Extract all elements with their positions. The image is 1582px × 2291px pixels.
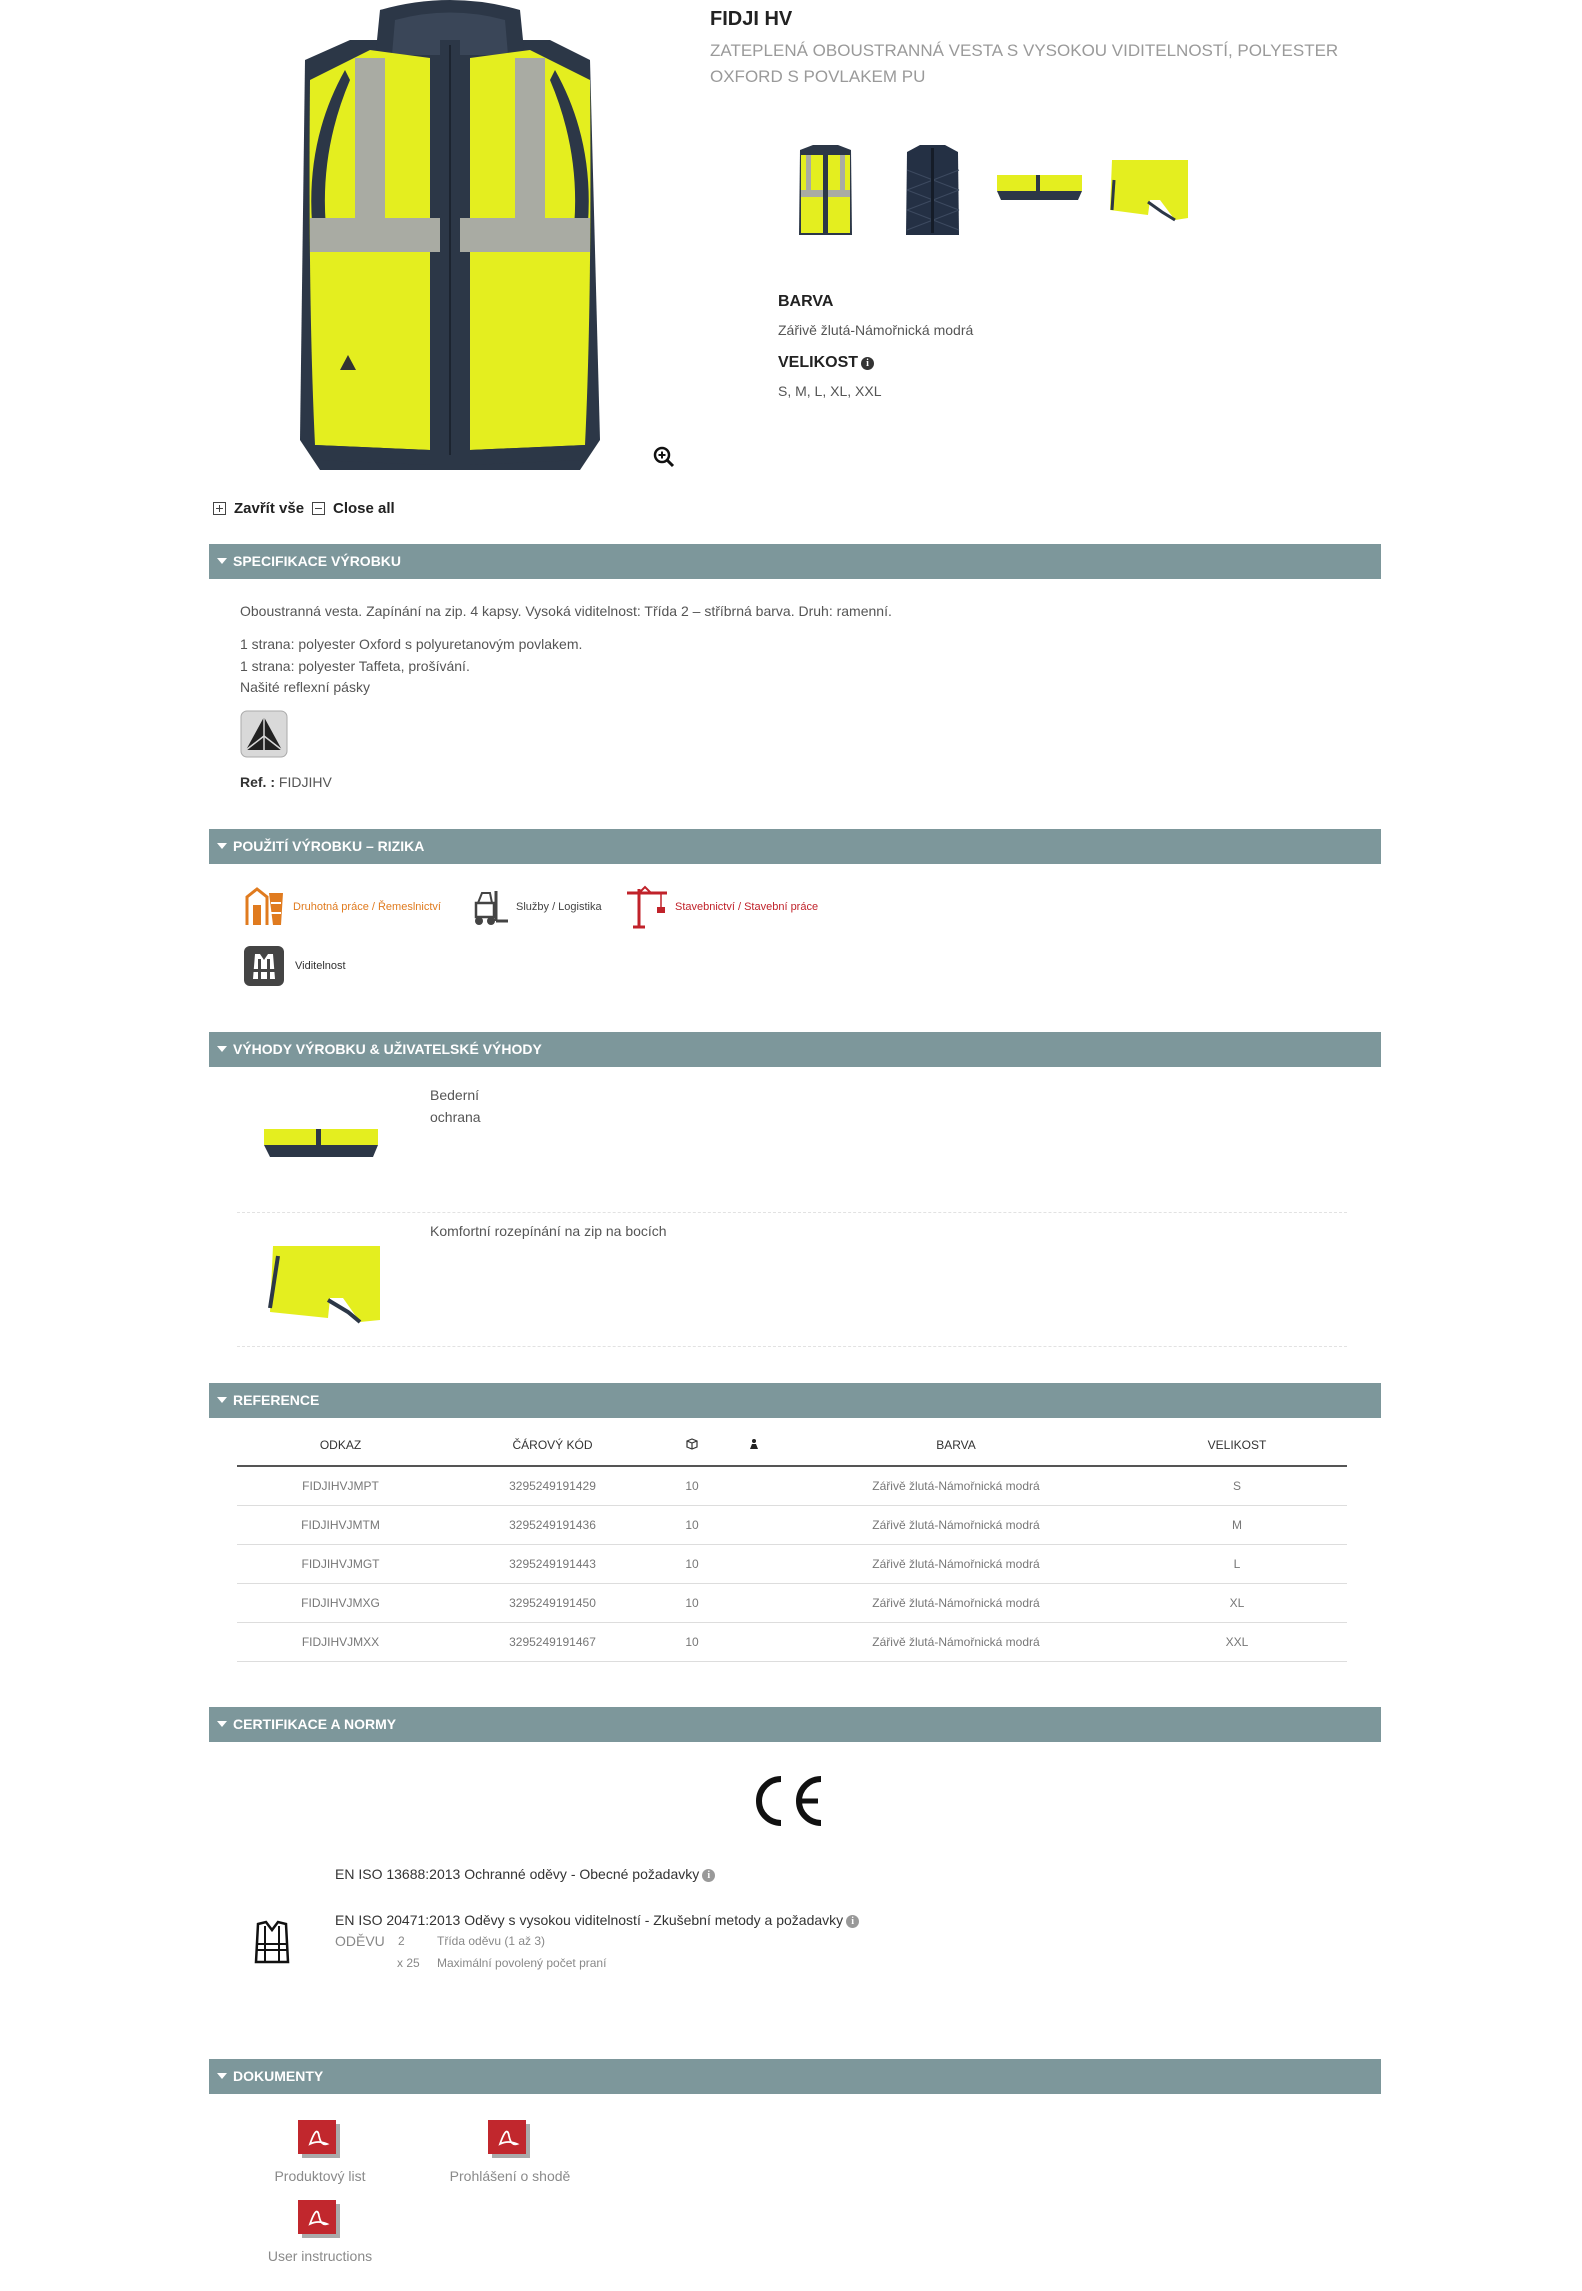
caret-down-icon (217, 1046, 227, 1052)
plus-box-icon (213, 502, 226, 515)
expand-all-label: Zavřít vše (234, 500, 305, 517)
risk-item-logistics (466, 885, 602, 929)
benefit-image-lumbar (258, 1105, 383, 1175)
col-header-color: BARVA (785, 1425, 1127, 1466)
person-icon (748, 1438, 760, 1450)
table-row (237, 1623, 1347, 1662)
benefit-divider (237, 1346, 1347, 1347)
benefit-divider (237, 1212, 1347, 1213)
table-cell: 3295249191436 (444, 1506, 661, 1545)
product-title: FIDJI HV (710, 8, 793, 30)
caret-down-icon (217, 843, 227, 849)
table-cell: FIDJIHVJMTM (237, 1506, 444, 1545)
table-cell: FIDJIHVJMGT (237, 1545, 444, 1584)
table-cell: XL (1127, 1584, 1347, 1623)
section-header-reference[interactable] (209, 1383, 1381, 1418)
table-cell: FIDJIHVJMPT (237, 1466, 444, 1506)
spec-line-1: Oboustranná vesta. Zapínání na zip. 4 kapsy. Vysoká viditelnost: Třída 2 – stříbrná barva. Druh: ramenní. (240, 603, 892, 619)
col-header-box-icon (661, 1425, 723, 1466)
table-row (237, 1584, 1347, 1623)
caret-down-icon (217, 1397, 227, 1403)
col-header-ref: ODKAZ (237, 1425, 444, 1466)
hi-vis-pictogram-icon (250, 1918, 294, 1966)
table-cell (723, 1623, 785, 1662)
visibility-vest-icon (243, 945, 285, 987)
doc-user-instructions[interactable] (250, 2200, 390, 2264)
product-main-image[interactable] (300, 0, 600, 480)
section-header-certs[interactable] (209, 1707, 1381, 1742)
class-desc: Třída oděvu (1 až 3) (437, 1934, 546, 1948)
table-cell: Zářivě žlutá-Námořnická modrá (785, 1545, 1127, 1584)
table-cell: FIDJIHVJMXG (237, 1584, 444, 1623)
reference-table-body (237, 1466, 1347, 1662)
norm-2-text: EN ISO 20471:2013 Oděvy s vysokou viditelností - Zkušební metody a požadavky (335, 1912, 844, 1928)
table-cell (723, 1545, 785, 1584)
section-header-docs[interactable] (209, 2059, 1381, 2094)
section-title: CERTIFIKACE A NORMY (233, 1716, 397, 1732)
table-cell: Zářivě žlutá-Námořnická modrá (785, 1623, 1127, 1662)
collapse-all-label: Close all (333, 500, 395, 517)
table-row (237, 1506, 1347, 1545)
crane-icon (625, 885, 669, 929)
benefit-image-side-zip (258, 1236, 383, 1326)
spec-line-3: 1 strana: polyester Taffeta, prošívání. (240, 658, 470, 674)
table-cell: XXL (1127, 1623, 1347, 1662)
caret-down-icon (217, 1721, 227, 1727)
risk-label: Služby / Logistika (516, 901, 602, 913)
risk-item-crafts (243, 885, 441, 929)
forklift-icon (466, 885, 510, 929)
risk-label: Druhotná práce / Řemeslnictví (293, 901, 441, 913)
spec-line-2: 1 strana: polyester Oxford s polyuretanovým povlakem. (240, 636, 583, 652)
expand-all-toggle[interactable] (213, 500, 304, 517)
table-cell: Zářivě žlutá-Námořnická modrá (785, 1506, 1127, 1545)
section-title: REFERENCE (233, 1392, 320, 1408)
spec-line-4: Našité reflexní pásky (240, 679, 370, 695)
box-icon (686, 1438, 698, 1450)
table-cell: 3295249191450 (444, 1584, 661, 1623)
ref-row (240, 772, 332, 793)
table-cell: FIDJIHVJMXX (237, 1623, 444, 1662)
table-cell: 10 (661, 1545, 723, 1584)
norm-1-text: EN ISO 13688:2013 Ochranné oděvy - Obecné požadavky (335, 1866, 700, 1882)
reference-table (237, 1425, 1347, 1662)
info-icon[interactable]: i (702, 1869, 715, 1882)
pdf-icon (488, 2120, 532, 2160)
brand-logo-icon (240, 710, 288, 758)
wash-value: x 25 (397, 1956, 420, 1970)
col-header-size: VELIKOST (1127, 1425, 1347, 1466)
section-title: DOKUMENTY (233, 2068, 324, 2084)
ref-value: FIDJIHV (278, 774, 332, 790)
info-icon[interactable]: i (861, 357, 874, 370)
color-value: Zářivě žlutá-Námořnická modrá (778, 322, 974, 338)
doc-label[interactable]: Prohlášení o shodě (449, 2168, 571, 2184)
collapse-all-toggle[interactable] (312, 500, 395, 517)
table-cell (723, 1506, 785, 1545)
section-title: SPECIFIKACE VÝROBKU (233, 553, 402, 569)
table-cell: 3295249191443 (444, 1545, 661, 1584)
info-icon[interactable]: i (846, 1915, 859, 1928)
pdf-icon (298, 2120, 342, 2160)
table-cell: 10 (661, 1584, 723, 1623)
section-title: VÝHODY VÝROBKU & UŽIVATELSKÉ VÝHODY (233, 1041, 542, 1057)
benefit-text-2: Komfortní rozepínání na zip na bocích (430, 1223, 667, 1239)
thumbnail-vest-side-zip[interactable] (1100, 140, 1195, 240)
doc-declaration[interactable] (440, 2120, 580, 2184)
section-header-spec[interactable] (209, 544, 1381, 579)
table-cell: 10 (661, 1466, 723, 1506)
col-header-person-icon (723, 1425, 785, 1466)
norm-2 (335, 1910, 859, 1931)
table-cell: 3295249191467 (444, 1623, 661, 1662)
minus-box-icon (312, 502, 325, 515)
thumbnail-vest-front[interactable] (778, 140, 873, 240)
risk-item-construction (625, 885, 818, 929)
wash-desc: Maximální povolený počet praní (437, 1956, 607, 1970)
table-cell: 3295249191429 (444, 1466, 661, 1506)
risk-label: Stavebnictví / Stavební práce (675, 901, 819, 913)
table-cell: Zářivě žlutá-Námořnická modrá (785, 1466, 1127, 1506)
zoom-icon[interactable] (652, 445, 676, 469)
table-row (237, 1466, 1347, 1506)
col-header-barcode: ČÁROVÝ KÓD (444, 1425, 661, 1466)
thumbnail-vest-reverse[interactable] (885, 140, 980, 240)
doc-label[interactable]: Produktový list (274, 2168, 366, 2184)
color-label: BARVA (778, 293, 834, 310)
table-header-row (237, 1425, 1347, 1466)
table-cell: 10 (661, 1506, 723, 1545)
section-title: POUŽITÍ VÝROBKU – RIZIKA (233, 838, 425, 854)
doc-product-sheet[interactable] (250, 2120, 390, 2184)
table-cell: 10 (661, 1623, 723, 1662)
size-label-row (778, 354, 874, 372)
caret-down-icon (217, 2073, 227, 2079)
table-cell: Zářivě žlutá-Námořnická modrá (785, 1584, 1127, 1623)
size-value: S, M, L, XL, XXL (778, 383, 882, 399)
product-subtitle: ZATEPLENÁ OBOUSTRANNÁ VESTA S VYSOKOU VIDITELNOSTÍ, POLYESTER OXFORD S POVLAKEM PU (710, 41, 1339, 86)
class-value: 2 (398, 1934, 405, 1948)
table-cell: S (1127, 1466, 1347, 1506)
crafts-icon (243, 885, 287, 929)
table-cell (723, 1466, 785, 1506)
section-header-benefits[interactable] (209, 1032, 1381, 1067)
section-header-usage[interactable] (209, 829, 1381, 864)
size-label: VELIKOST (778, 354, 859, 371)
thumbnail-vest-hem[interactable] (992, 140, 1087, 240)
benefit-text-1: Bederní ochrana (430, 1087, 481, 1125)
norm-1 (335, 1864, 715, 1885)
ref-label: Ref. : (240, 774, 275, 790)
table-cell (723, 1584, 785, 1623)
class-label: ODĚVU (335, 1933, 385, 1949)
risk-item-visibility (243, 945, 346, 987)
caret-down-icon (217, 558, 227, 564)
ce-mark-icon (750, 1773, 824, 1829)
pdf-icon (298, 2200, 342, 2240)
doc-label[interactable]: User instructions (267, 2248, 373, 2264)
table-row (237, 1545, 1347, 1584)
table-cell: M (1127, 1506, 1347, 1545)
table-cell: L (1127, 1545, 1347, 1584)
risk-label: Viditelnost (295, 960, 346, 972)
